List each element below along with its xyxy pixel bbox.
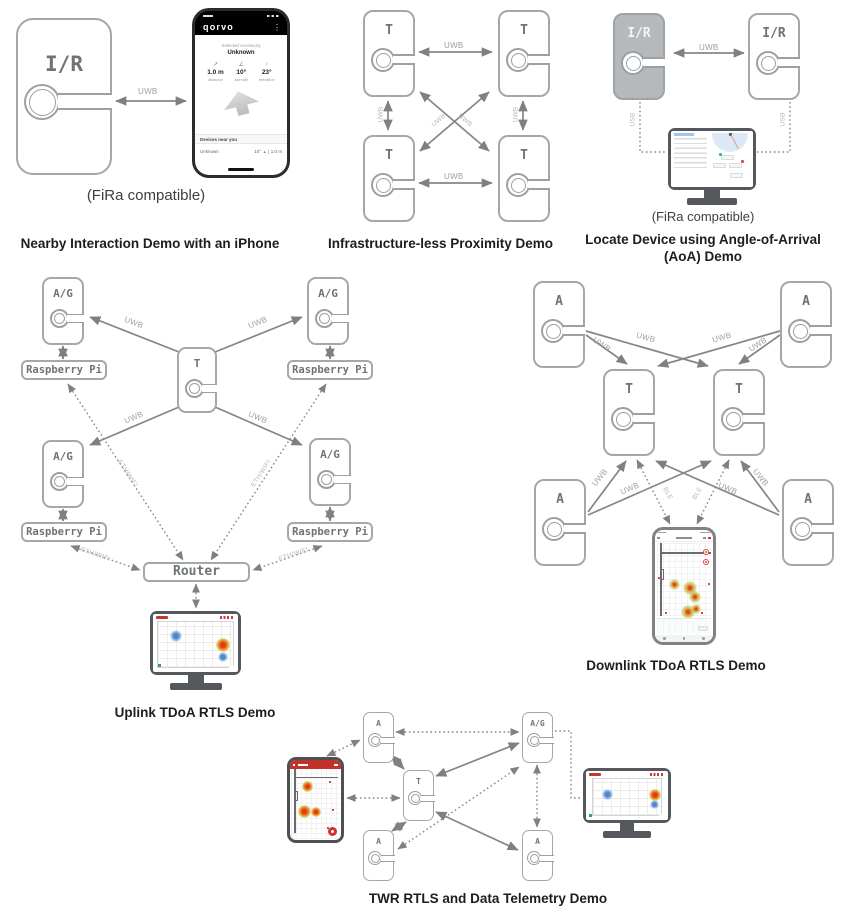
reading-chip — [721, 155, 734, 160]
menu-icon[interactable] — [293, 764, 295, 766]
qorvo-logo: qorvo — [203, 22, 235, 32]
uwb-connector-icon — [24, 84, 112, 120]
measurement-table — [674, 138, 707, 171]
monitor-base — [603, 831, 651, 838]
anchor-gateway-device — [42, 277, 84, 345]
ble-label: BLE — [691, 486, 704, 501]
app-toolbar — [674, 133, 694, 136]
lower-panel — [657, 618, 711, 634]
caption-downlink: Downlink TDoA RTLS Demo — [586, 658, 766, 673]
distance-stat — [207, 62, 224, 82]
uwb-label: UWB — [711, 330, 733, 345]
device-label: A — [535, 837, 540, 846]
tag-heat-blob — [669, 579, 680, 590]
anchor-device — [363, 712, 394, 763]
router-box: Router — [143, 562, 250, 582]
uwb-connector-icon — [317, 470, 351, 489]
monitor-screen — [153, 614, 238, 672]
uwb-label: UWB — [377, 106, 385, 123]
monitor-base — [170, 683, 222, 690]
monitor-base — [687, 198, 737, 205]
device-label: A/G — [318, 287, 338, 300]
webcam-dot — [659, 813, 666, 820]
device-label: A — [376, 837, 381, 846]
device-label: I/R — [762, 26, 786, 41]
monitor-frame — [583, 768, 671, 823]
tag-heat-blob — [218, 652, 228, 662]
uwb-connector-icon — [527, 733, 554, 747]
uwb-label: UWB — [123, 314, 145, 331]
wall-zigzag — [660, 579, 664, 580]
aoa-monitor — [668, 128, 756, 205]
map-pip — [701, 612, 703, 614]
device-label: T — [385, 23, 393, 38]
uwb-connector-icon — [611, 407, 655, 431]
tag-heat-blob — [216, 638, 230, 652]
ethwifi-label: ETH/WIFI — [116, 458, 139, 489]
tag-heat-blob — [298, 805, 311, 818]
reading-chip — [713, 163, 726, 168]
tag-device — [403, 770, 434, 821]
uwb-connector-icon — [527, 851, 554, 865]
anchor-marker — [703, 549, 709, 555]
device-label: A/G — [53, 287, 73, 300]
map-pip — [658, 577, 660, 579]
uwb-label: UWB — [635, 330, 657, 345]
anchor-gateway-device — [307, 277, 349, 345]
anchor-device — [363, 830, 394, 881]
monitor-screen — [671, 131, 753, 187]
uwb-connector-icon — [50, 309, 84, 328]
map-pip — [329, 781, 331, 783]
anchor-device — [533, 281, 585, 368]
monitor-screen — [586, 771, 668, 820]
devices-near-you-header: Devices near you — [195, 134, 287, 144]
uwb-connector-icon — [506, 48, 550, 72]
ble-label: BLE — [661, 486, 674, 501]
app-logo — [589, 773, 601, 776]
tag-heat-blob — [691, 604, 701, 614]
device-label: A — [376, 719, 381, 728]
uwb-connector-icon — [185, 379, 217, 398]
tag-device — [498, 135, 550, 222]
raspberry-pi-box: Raspberry Pi — [21, 522, 107, 542]
usb-link — [757, 102, 790, 152]
record-icon[interactable] — [708, 537, 711, 540]
app-title — [298, 764, 308, 766]
webcam-dot — [744, 180, 751, 187]
uwb-label: UWB — [717, 480, 739, 497]
tag-device — [603, 369, 655, 456]
tag-device — [363, 135, 415, 222]
monitor-frame — [150, 611, 241, 675]
device-label: T — [385, 148, 393, 163]
monitor-stand — [188, 675, 204, 683]
initiator-responder-device — [613, 13, 665, 100]
device-label: T — [735, 382, 743, 397]
nav-bar[interactable] — [655, 635, 713, 642]
anchor-gateway-device — [309, 438, 351, 506]
overflow-icon[interactable] — [334, 764, 338, 766]
wall-zigzag — [294, 800, 298, 801]
azimuth-label: azimuth — [234, 77, 249, 82]
twr-monitor — [583, 768, 671, 838]
uwb-label: UWB — [247, 409, 269, 426]
nav-back[interactable] — [663, 637, 666, 640]
uwb-label: UWB — [699, 43, 719, 52]
status-time — [203, 15, 213, 17]
wall-zigzag — [294, 791, 298, 792]
tag-device — [177, 347, 217, 413]
raspberry-pi-box: Raspberry Pi — [287, 522, 373, 542]
fira-note: (FiRa compatible) — [86, 187, 206, 204]
usb-label: USB — [779, 112, 787, 127]
uwb-label: UWB — [619, 480, 641, 497]
anchor-gateway-device — [522, 712, 553, 763]
reading-chip — [729, 163, 742, 168]
anchor-dot — [719, 153, 722, 156]
uwb-label: UWB — [591, 335, 613, 354]
raspberry-pi-box: Raspberry Pi — [21, 360, 107, 380]
device-label: T — [416, 777, 421, 786]
ethwifi-label: ETH/WIFI — [277, 546, 310, 563]
tag-dot — [741, 160, 744, 163]
uwb-connector-icon — [371, 48, 415, 72]
app-bar — [290, 760, 341, 769]
device-label: A — [804, 492, 812, 507]
device-row-detail — [253, 149, 282, 154]
uwb-connector-icon — [408, 791, 435, 805]
caption-twr: TWR RTLS and Data Telemetry Demo — [368, 891, 608, 906]
map-pip — [708, 583, 710, 585]
elevation-value: 23° — [261, 69, 272, 76]
uwb-connector-icon — [621, 51, 665, 75]
azimuth-stat — [234, 62, 248, 82]
status-time — [658, 532, 666, 534]
twr-phone — [287, 757, 344, 843]
device-label: A/G — [320, 448, 340, 461]
status-icons — [700, 532, 710, 534]
device-label: A — [802, 294, 810, 309]
uwb-label: UWB — [247, 314, 269, 331]
uwb-label: UWB — [456, 112, 474, 129]
uwb-label: UWB — [590, 467, 610, 488]
anchor-marker — [703, 559, 709, 565]
distance-value: 1.0 m — [207, 69, 224, 76]
uwb-label: UWB — [123, 409, 145, 426]
status-dot — [158, 664, 161, 667]
uwb-connector-icon — [788, 319, 832, 343]
uwb-label: UWB — [138, 87, 158, 96]
elevation-stat — [259, 62, 275, 82]
elevation-label: elevation — [258, 77, 275, 82]
device-row-name: Unknown — [200, 149, 219, 154]
floor-plan-map[interactable] — [657, 543, 711, 616]
uwb-label: UWB — [751, 467, 771, 488]
initiator-responder-device — [16, 18, 112, 175]
device-label: T — [193, 357, 201, 370]
phone-status-bar — [195, 11, 287, 21]
accessory-name: Unknown — [227, 50, 255, 56]
monitor-frame — [668, 128, 756, 190]
caption-nearby: Nearby Interaction Demo with an iPhone — [20, 236, 280, 251]
usb-link — [640, 102, 666, 152]
elevation-icon: ↑ — [265, 62, 269, 68]
monitor-stand — [704, 190, 720, 198]
device-label: A/G — [530, 719, 545, 728]
usb-label: USB — [629, 112, 637, 127]
tag-heat-blob — [650, 800, 659, 809]
uwb-label: UWB — [444, 172, 464, 181]
tag-heat-blob — [602, 789, 613, 800]
webcam-dot — [229, 665, 236, 672]
uwb-connector-icon — [506, 173, 550, 197]
home-indicator — [228, 168, 254, 171]
back-icon[interactable] — [657, 537, 660, 540]
distance-label: distance — [208, 77, 223, 82]
nav-recent[interactable] — [702, 637, 705, 640]
azimuth-value: 10° — [236, 69, 247, 76]
device-label: A — [556, 492, 564, 507]
device-label: A/G — [53, 450, 73, 463]
monitor-stand — [620, 823, 634, 831]
tag-device — [498, 10, 550, 97]
device-label: T — [625, 382, 633, 397]
raspberry-pi-box: Raspberry Pi — [287, 360, 373, 380]
uwb-connector-icon — [368, 851, 395, 865]
row-arrow-icon: ▲ — [262, 149, 267, 154]
fira-note: (FiRa compatible) — [651, 209, 755, 224]
anchor-device — [522, 830, 553, 881]
anchor-status-dots — [650, 773, 664, 776]
anchor-status-dots — [220, 616, 234, 619]
tag-heat-blob — [170, 630, 182, 642]
monitor-link — [555, 731, 581, 798]
floor-plan-map[interactable] — [291, 769, 340, 839]
tag-device — [363, 10, 415, 97]
row-angle: 10° — [254, 149, 262, 154]
distance-icon: ↗ — [213, 62, 219, 68]
wall-zigzag — [663, 569, 664, 579]
row-distance: 1.0 m — [270, 149, 282, 154]
overflow-menu-icon[interactable]: ⋮ — [273, 23, 281, 32]
device-label: T — [520, 148, 528, 163]
tag-heat-blob — [302, 781, 313, 792]
app-bar — [195, 21, 287, 35]
uwb-connector-icon — [315, 309, 349, 328]
rtls-monitor — [150, 611, 241, 690]
uwb-label: UWB — [747, 335, 769, 354]
reading-chip — [730, 173, 743, 178]
uwb-connector-icon — [790, 517, 834, 541]
legend-chip — [698, 626, 708, 631]
device-label: I/R — [45, 52, 83, 76]
anchor-device — [782, 479, 834, 566]
dashed-link — [327, 740, 360, 756]
caption-aoa — [583, 231, 823, 265]
anchor-gateway-device — [42, 440, 84, 508]
ethwifi-label: ETH/WIFI — [79, 546, 112, 563]
tag-heat-blob — [689, 591, 701, 603]
app-body — [195, 35, 287, 175]
caption-proximity: Infrastructure-less Proximity Demo — [327, 236, 554, 251]
anchor-device — [780, 281, 832, 368]
uwb-connector-icon — [368, 733, 395, 747]
caption-aoa-line2: (AoA) Demo — [664, 249, 742, 264]
uwb-connector-icon — [371, 173, 415, 197]
row-separator: | — [268, 149, 270, 154]
layers-icon[interactable] — [703, 537, 706, 540]
device-label: A — [555, 294, 563, 309]
uwb-connector-icon — [50, 472, 84, 491]
uwb-label: UWB — [512, 106, 520, 123]
map-pip — [665, 612, 667, 614]
locate-fab-button[interactable] — [328, 827, 337, 836]
iphone-screen — [195, 11, 287, 175]
initiator-responder-device — [748, 13, 800, 100]
uwb-link — [436, 743, 519, 776]
direction-arrow — [221, 87, 262, 119]
app-title-bar — [676, 537, 692, 540]
stats-row — [195, 62, 287, 82]
device-label: T — [520, 23, 528, 38]
uwb-link — [392, 822, 406, 831]
uwb-connector-icon — [721, 407, 765, 431]
uwb-connector-icon — [541, 319, 585, 343]
uwb-label: UWB — [430, 112, 448, 129]
status-icons — [267, 15, 279, 17]
uwb-connector-icon — [756, 51, 800, 75]
uwb-label: UWB — [444, 41, 464, 50]
app-logo — [156, 616, 168, 619]
wall — [294, 777, 338, 778]
uwb-link — [436, 812, 518, 850]
status-dot — [589, 814, 592, 817]
tag-heat-blob — [311, 807, 321, 817]
device-label: I/R — [627, 26, 651, 41]
nav-home[interactable] — [683, 637, 686, 640]
wall-zigzag — [660, 569, 664, 570]
ethwifi-label: ETH/WIFI — [250, 458, 273, 489]
caption-uplink: Uplink TDoA RTLS Demo — [114, 705, 276, 720]
tag-device — [713, 369, 765, 456]
caption-aoa-line1: Locate Device using Angle-of-Arrival — [585, 232, 821, 247]
device-row[interactable] — [200, 149, 282, 154]
wall-zigzag — [297, 791, 298, 800]
anchor-device — [534, 479, 586, 566]
selected-accessory-label: Selected Accessory — [221, 43, 261, 48]
app-bar — [655, 534, 713, 542]
iphone — [192, 8, 290, 178]
uwb-connector-icon — [542, 517, 586, 541]
azimuth-icon: ∠ — [238, 62, 244, 68]
map-pip — [332, 809, 334, 811]
android-phone — [652, 527, 716, 645]
